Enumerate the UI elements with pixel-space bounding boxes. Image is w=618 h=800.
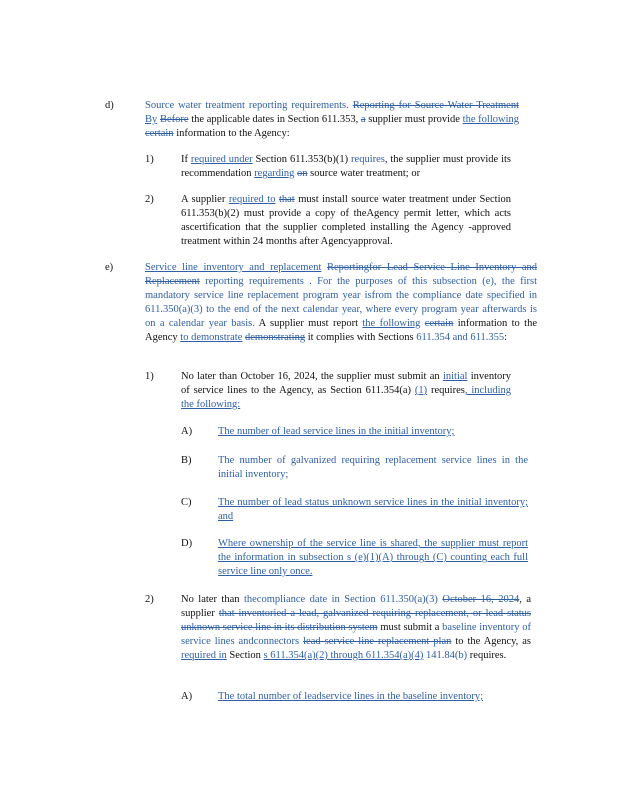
- text-run: inventory of service lines to the Agency, as Section 611.354(a): [181, 371, 511, 396]
- struck-deletion: Before: [159, 114, 189, 125]
- subitem-1A-text: The number of lead service lines in the initial inventory;: [218, 426, 455, 437]
- subitem-1C-label: C): [181, 497, 192, 508]
- inserted-text: thecompliance date in Section 611.350(a)(3): [243, 594, 438, 605]
- inserted-text: reporting requirements . For the purposes of this subsection (e), the first mandatory service line replacement program year isfrom the compliance date specified in 611.350(a)(3) to the end of the next calendar year, where every program year afterwards is on a calendar year basis.: [145, 276, 538, 329]
- underlined-insertion: the following: [462, 114, 520, 125]
- text-run: it complies with Sections: [305, 332, 417, 343]
- section-d-label: d): [105, 100, 114, 111]
- underlined-insertion: required to: [228, 194, 276, 205]
- text-run: supplier must provide: [365, 114, 463, 125]
- text-run: Section: [226, 650, 264, 661]
- section-e-paragraph: [145, 261, 537, 345]
- text-run: No later than October 16, 2024, the supplier must submit an: [181, 371, 443, 382]
- struck-deletion: Reportingfor Lead Service Line Inventory and Replacement: [145, 262, 538, 287]
- text-run: , the supplier must provide its recommendation: [181, 154, 512, 179]
- inserted-text: 141.84(b): [426, 650, 468, 661]
- struck-deletion: certain: [424, 318, 454, 329]
- text-run: Section 611.353(b)(1): [252, 154, 352, 165]
- section-d-item-2-text: [181, 193, 511, 249]
- subitem-1B-text: The number of galvanized requiring replacement service lines in the initial inventory;: [218, 455, 528, 480]
- subitem-1B-label: B): [181, 455, 192, 466]
- text-run: , a supplier: [181, 594, 532, 619]
- text-run: requires: [427, 385, 465, 396]
- subitem-1C-text: The number of lead status unknown service lines in the initial inventory; and: [218, 497, 528, 522]
- section-d-item-1-label: 1): [145, 154, 154, 165]
- subitem-1D-text: Where ownership of the service line is shared, the supplier must report the information in subsection s (e)(1)(A) through (C) counting each full service line only once.: [218, 538, 528, 577]
- subitem-2A-label: A): [181, 691, 193, 702]
- struck-deletion: October 16, 2024: [442, 594, 520, 605]
- struck-deletion: on: [297, 168, 308, 179]
- underlined-insertion: s 611.354(a)(2) through 611.354(a)(4): [263, 650, 424, 661]
- text-run: must install source water treatment under Section 611.353(b)(2) must provide a copy of theAgency permit letter, which acts ascertification that the supplier completed installing the Agency -approved treatment within 24 months after Agencyapproval.: [181, 194, 511, 247]
- section-e-item-2-text: [181, 593, 531, 663]
- subitem-1A-label: A): [181, 426, 193, 437]
- underlined-insertion: By: [145, 114, 158, 125]
- underlined-insertion: Service line inventory and replacement: [145, 262, 322, 273]
- struck-deletion: a: [360, 114, 366, 125]
- subitem-2A-text: The total number of leadservice lines in the baseline inventory;: [218, 691, 484, 702]
- inserted-text: Source water treatment reporting requirements.: [145, 100, 353, 111]
- underlined-insertion: (1): [414, 385, 428, 396]
- section-d-paragraph: [145, 99, 519, 141]
- text-run: information to the Agency:: [173, 128, 290, 139]
- section-e-item-1-text: [181, 370, 511, 412]
- section-e-item-1-label: 1): [145, 371, 154, 382]
- text-run: No later than: [181, 594, 244, 605]
- section-e-item-2-label: 2): [145, 594, 154, 605]
- underlined-insertion: required in: [181, 650, 227, 661]
- text-run: :: [504, 332, 508, 343]
- underlined-insertion: initial: [442, 371, 468, 382]
- struck-deletion: that: [278, 194, 295, 205]
- underlined-insertion: regarding: [254, 168, 295, 179]
- struck-deletion: lead service line replacement plan: [303, 636, 452, 647]
- underlined-insertion: the following: [362, 318, 421, 329]
- text-run: requires.: [467, 650, 507, 661]
- struck-deletion: that inventoried a lead, galvanized requiring replacement, or lead status unknown service line in its distribution system: [181, 608, 531, 633]
- text-run: If: [181, 154, 191, 165]
- section-e-label: e): [105, 262, 114, 273]
- text-run: to the Agency, as: [451, 636, 532, 647]
- underlined-insertion: , including the following:: [181, 385, 511, 410]
- text-run: A supplier must report: [254, 318, 363, 329]
- section-d-item-2-label: 2): [145, 194, 154, 205]
- text-run: the applicable dates in Section 611.353,: [188, 114, 361, 125]
- subitem-1D-label: D): [181, 538, 193, 549]
- section-d-item-1-text: [181, 153, 511, 181]
- struck-deletion: Reporting for Source Water Treatment: [352, 100, 519, 111]
- struck-deletion: demonstrating: [245, 332, 306, 343]
- inserted-text: 611.354 and 611.355: [416, 332, 505, 343]
- underlined-insertion: required under: [190, 154, 253, 165]
- text-run: source water treatment; or: [307, 168, 421, 179]
- inserted-text: requires: [351, 154, 385, 165]
- inserted-text: baseline inventory of service lines andconnectors: [181, 622, 532, 647]
- text-run: A supplier: [181, 194, 229, 205]
- struck-deletion: certain: [145, 128, 174, 139]
- text-run: information to the Agency: [145, 318, 537, 343]
- underlined-insertion: to demonstrate: [180, 332, 243, 343]
- text-run: must submit a: [377, 622, 443, 633]
